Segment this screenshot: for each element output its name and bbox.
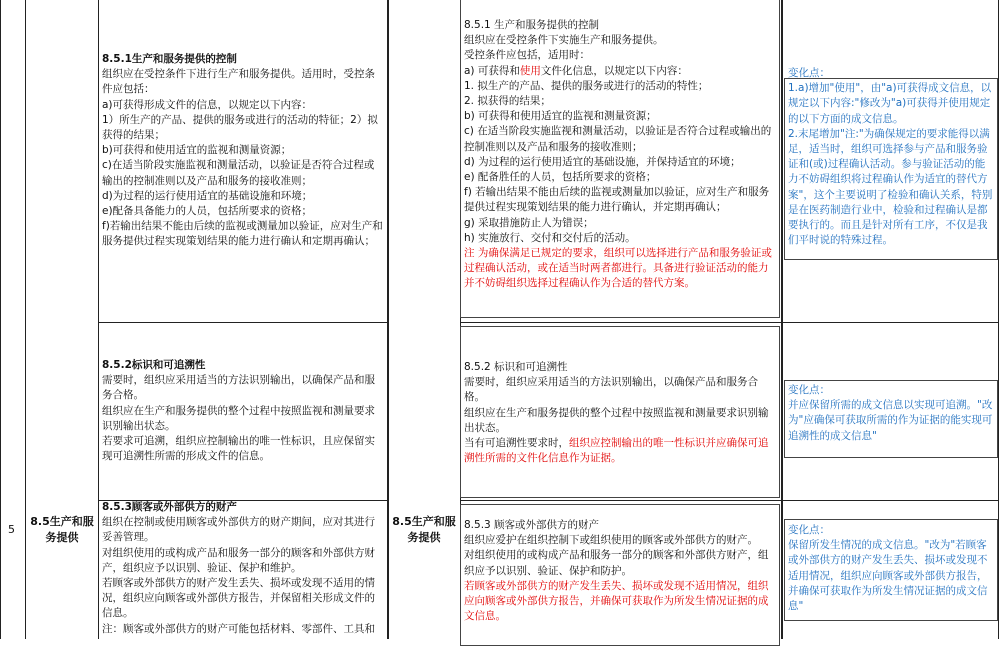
section-label-left: 8.5生产和服务提供	[30, 515, 94, 544]
left-clause-853	[102, 500, 384, 639]
change-text: 并应保留所需的成文信息以实现可追溯。"改为"应确保可获取所需的作为证据的能实现可追溯性的成文信息"	[788, 399, 993, 442]
row-divider	[460, 322, 999, 323]
table-border-right	[998, 0, 999, 639]
text-run: 文件化信息，以规定以下内容：	[540, 64, 688, 77]
clause-title: 8.5.1 生产和服务提供的控制	[464, 19, 600, 31]
left-clause-852	[102, 358, 384, 464]
clause-line: 组织应爱护在组织控制下或组织使用的顾客或外部供方的财产。	[464, 534, 758, 547]
right-clause-851	[464, 18, 778, 292]
change-text: 1.a)增加"使用"，由"a)可获得成文信息，以规定以下内容:"修改为"a)可获得并使用规定的以下方面的成文信息。 2.末尾增加"注:"为确保规定的要求能得以满足，适当时，组织可选择参与产品和服务验证和(或)过程确认活动。参与验证活动的能力不妨碍组织将过程确认作为适宜的替代方案"，这个主要说明了检验和确认关系，特别是在医药制造行业中，检验和过程确认是都要执行的。而且是针对所有工序，不仅是我们平时说的特殊过程。	[788, 82, 993, 247]
change-note-852	[788, 383, 994, 444]
clause-line: c)在适当阶段实施监视和测量活动，以验证是否符合过程或输出的控制准则以及产品和服务的接收准则；	[102, 159, 375, 187]
clause-line: 组织在控制或使用顾客或外部供方的财产期间，应对其进行妥善管理。	[102, 516, 375, 544]
section-label-right: 8.5生产和服务提供	[392, 515, 456, 544]
clause-line: 注：顾客或外部供方的财产可能包括材料、零部件、工具和	[102, 622, 375, 635]
clause-line: 2. 拟获得的结果；	[464, 95, 551, 108]
column-divider	[781, 0, 783, 639]
changed-word: 使用	[519, 64, 541, 77]
clause-line: 组织应在生产和服务提供的整个过程中按照监视和测量要求识别输出状态。	[102, 404, 375, 432]
column-divider	[25, 0, 26, 639]
change-note-853	[788, 523, 994, 614]
clause-line: 组织应在受控条件下实施生产和服务提供。	[464, 34, 664, 47]
clause-title: 8.5.1生产和服务提供的控制	[102, 53, 237, 65]
clause-title: 8.5.2标识和可追溯性	[102, 359, 206, 371]
right-clause-853	[464, 518, 778, 624]
clause-title: 8.5.2 标识和可追溯性	[464, 361, 568, 373]
clause-line: f) 若输出结果不能由后续的监视或测量加以验证，应对生产和服务提供过程实现策划结果的能力进行确认，并定期再确认；	[464, 186, 770, 214]
clause-line: b) 可获得和使用适宜的监视和测量资源；	[464, 110, 657, 123]
change-title: 变化点：	[788, 524, 830, 536]
clause-line: h) 实施放行、交付和交付后的活动。	[464, 231, 636, 244]
clause-line: f)若输出结果不能由后续的监视或测量加以验证，应对生产和服务提供过程实现策划结果的能力进行确认和定期再确认；	[102, 220, 383, 248]
text-run: a) 可获得和	[464, 64, 520, 77]
row-divider	[460, 500, 999, 501]
clause-line: 若要求可追溯，组织应控制输出的唯一性标识，且应保留实现可追溯性所需的形成文件的信息。	[102, 435, 375, 463]
changed-text: 若顾客或外部供方的财产发生丢失、损坏或发现不适用情况，组织应向顾客或外部供方报告，并确保可获取作为所发生情况证据的成文信息。	[464, 579, 769, 623]
column-divider	[98, 0, 99, 639]
clause-line: 组织应在生产和服务提供的整个过程中按照监视和测量要求识别输出状态。	[464, 406, 769, 434]
clause-line: 对组织使用的或构成产品和服务一部分的顾客和外部供方财产，组织应予以识别、验证、保护和维护。	[102, 546, 375, 574]
row-number: 5	[8, 523, 15, 536]
change-title: 变化点：	[788, 384, 830, 396]
clause-line: b)可获得和使用适宜的监视和测量资源；	[102, 144, 292, 157]
clause-line: a)可获得形成文件的信息，以规定以下内容：	[102, 98, 313, 111]
clause-line: e) 配备胜任的人员，包括所要求的资格；	[464, 171, 657, 184]
clause-line: d) 为过程的运行使用适宜的基础设施，并保持适宜的环境；	[464, 155, 741, 168]
table-border-left	[0, 0, 1, 639]
clause-line: 1）所生产的产品、提供的服务或进行的活动的特征；2）拟获得的结果；	[102, 113, 378, 142]
clause-line	[464, 436, 778, 466]
clause-line: e)配备具备能力的人员，包括所要求的资格；	[102, 205, 313, 218]
clause-title: 8.5.3顾客或外部供方的财产	[102, 501, 237, 513]
clause-title: 8.5.3 顾客或外部供方的财产	[464, 519, 600, 531]
left-clause-851	[102, 52, 384, 250]
change-title: 变化点：	[788, 67, 830, 79]
changed-text: 组织应控制输出的唯一性标识并应确保可追溯性所需的文件化信息作为证据。	[464, 437, 769, 465]
clause-line: 受控条件应包括，适用时：	[464, 49, 590, 62]
clause-line: 若顾客或外部供方的财产发生丢失、损坏或发现不适用的情况，组织应向顾客或外部供方报告，并保留相关形成文件的信息。	[102, 577, 375, 620]
change-note-851	[788, 66, 994, 248]
row-divider	[98, 322, 388, 323]
clause-line: 需要时，组织应采用适当的方法识别输出，以确保产品和服务合格。	[102, 374, 375, 402]
right-clause-852	[464, 360, 778, 466]
clause-line: 对组织使用的或构成产品和服务一部分的顾客和外部供方财产，组织应予以识别、验证、保护和防护。	[464, 549, 769, 577]
column-divider	[387, 0, 389, 639]
clause-note: 注 为确保满足已规定的要求，组织可以选择进行产品和服务验证或过程确认活动，或在适当时两者都进行。具备进行验证活动的能力并不妨碍组织选择过程确认作为合适的替代方案。	[464, 247, 772, 290]
clause-line: c) 在适当阶段实施监视和测量活动，以验证是否符合过程或输出的控制准则以及产品和服务的接收准则；	[464, 125, 772, 153]
change-text: 保留所发生情况的成文信息。"改为"若顾客或外部供方的财产发生丢失、损坏或发现不适用情况，组织应向顾客或外部供方报告，并确保可获取作为所发生情况证据的成文信息"	[788, 539, 988, 613]
clause-line: 1. 拟生产的产品、提供的服务或进行的活动的特性；	[464, 79, 709, 92]
clause-line: 组织应在受控条件下进行生产和服务提供。适用时，受控条件应包括：	[102, 68, 375, 96]
clause-line: d)为过程的运行使用适宜的基础设施和环境；	[102, 189, 313, 202]
clause-line	[464, 64, 778, 79]
clause-line: g) 采取措施防止人为错误；	[464, 216, 594, 229]
clause-line: 需要时，组织应采用适当的方法识别输出，以确保产品和服务合格。	[464, 376, 758, 404]
text-run: 当有可追溯性要求时，	[464, 437, 569, 450]
